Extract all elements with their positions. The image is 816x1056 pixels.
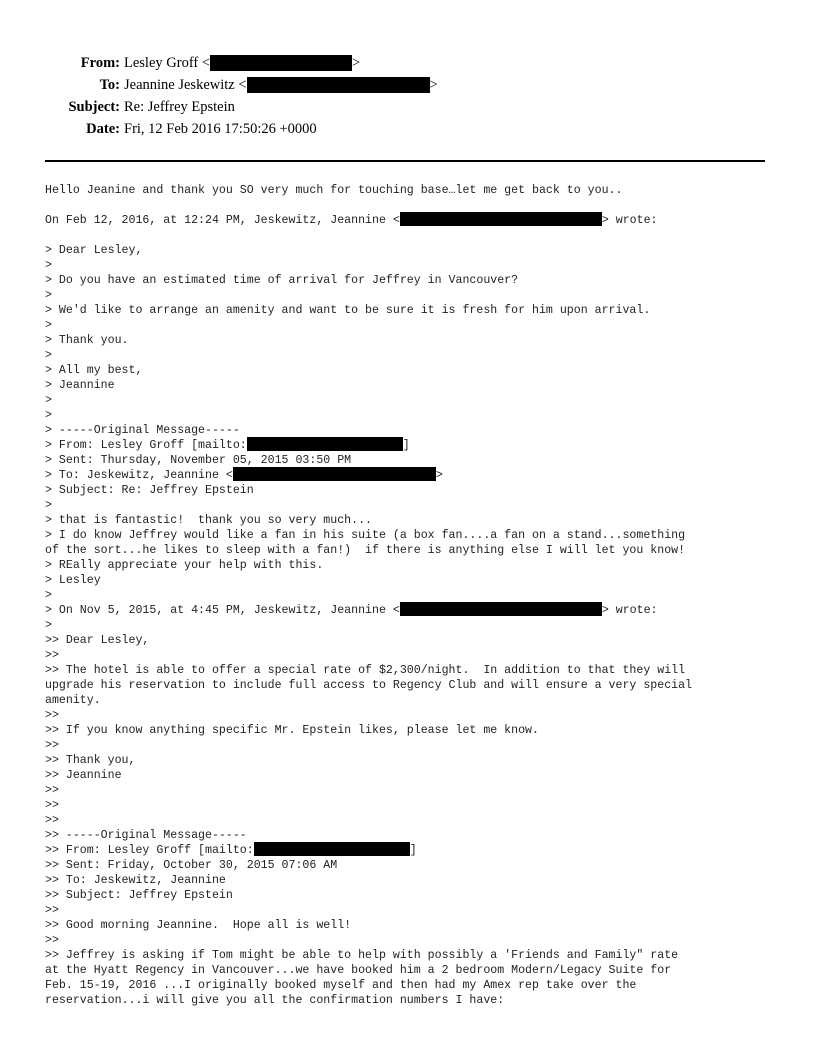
body-line: > I do know Jeffrey would like a fan in his suite (a box fan....a fan on a stand...something bbox=[45, 529, 686, 542]
body-line: >> Good morning Jeannine. Hope all is well! bbox=[45, 919, 352, 932]
body-line: >> Dear Lesley, bbox=[45, 634, 150, 647]
from-value: Lesley Groff < > bbox=[124, 55, 361, 71]
body-line: Feb. 15-19, 2016 ...I originally booked myself and then had my Amex rep take over the bbox=[45, 979, 637, 992]
redaction-bar bbox=[247, 437, 403, 451]
body-line: amenity. bbox=[45, 694, 101, 707]
redaction-bar bbox=[233, 467, 436, 481]
body-line: > On Nov 5, 2015, at 4:45 PM, Jeskewitz, Jeannine < > wrote: bbox=[45, 603, 775, 618]
body-line: > To: Jeskewitz, Jeannine < > bbox=[45, 468, 775, 483]
body-line: >> The hotel is able to offer a special rate of $2,300/night. In addition to that they will bbox=[45, 664, 686, 677]
body-line: >> -----Original Message----- bbox=[45, 829, 247, 842]
body-line: >> bbox=[45, 784, 59, 797]
blank-line bbox=[45, 228, 775, 243]
body-line: >> bbox=[45, 904, 59, 917]
body-line: >> bbox=[45, 709, 59, 722]
redaction-bar bbox=[210, 55, 352, 71]
body-line: >> Jeannine bbox=[45, 769, 122, 782]
body-line: > bbox=[45, 394, 52, 407]
body-line: > Dear Lesley, bbox=[45, 244, 143, 257]
body-line: >> bbox=[45, 814, 59, 827]
subject-label: Subject: bbox=[68, 99, 120, 115]
body-line: > Jeannine bbox=[45, 379, 115, 392]
body-line: > All my best, bbox=[45, 364, 143, 377]
to-label: To: bbox=[99, 77, 120, 93]
redaction-bar bbox=[254, 842, 410, 856]
body-line: >> bbox=[45, 799, 59, 812]
body-line: >> If you know anything specific Mr. Epstein likes, please let me know. bbox=[45, 724, 539, 737]
body-line: > bbox=[45, 589, 52, 602]
body-line: > Subject: Re: Jeffrey Epstein bbox=[45, 484, 254, 497]
body-line: > Lesley bbox=[45, 574, 101, 587]
redaction-bar bbox=[400, 212, 602, 226]
body-line: On Feb 12, 2016, at 12:24 PM, Jeskewitz, Jeannine < > wrote: bbox=[45, 213, 775, 228]
subject-value: Re: Jeffrey Epstein bbox=[124, 99, 235, 115]
body-line: > We'd like to arrange an amenity and want to be sure it is fresh for him upon arrival. bbox=[45, 304, 651, 317]
blank-line bbox=[45, 198, 775, 213]
date-value: Fri, 12 Feb 2016 17:50:26 +0000 bbox=[124, 121, 317, 137]
body-line: > bbox=[45, 619, 52, 632]
body-line: >> To: Jeskewitz, Jeannine bbox=[45, 874, 226, 887]
body-line: > Do you have an estimated time of arrival for Jeffrey in Vancouver? bbox=[45, 274, 519, 287]
body-line: of the sort...he likes to sleep with a fan!) if there is anything else I will let you know! bbox=[45, 544, 686, 557]
body-line: > that is fantastic! thank you so very much... bbox=[45, 514, 372, 527]
body-line: >> Jeffrey is asking if Tom might be able to help with possibly a 'Friends and Family" rate bbox=[45, 949, 679, 962]
body-line: > bbox=[45, 259, 52, 272]
body-line: >> bbox=[45, 739, 59, 752]
body-line: > bbox=[45, 409, 52, 422]
header-divider bbox=[45, 160, 765, 162]
body-line: reservation...i will give you all the confirmation numbers I have: bbox=[45, 994, 505, 1007]
body-line: > bbox=[45, 349, 52, 362]
redaction-bar bbox=[247, 77, 430, 93]
date-label: Date: bbox=[86, 121, 120, 137]
body-line: > bbox=[45, 499, 52, 512]
from-label: From: bbox=[80, 55, 120, 71]
to-value: Jeannine Jeskewitz < > bbox=[124, 77, 438, 93]
body-line: upgrade his reservation to include full access to Regency Club and will ensure a very special bbox=[45, 679, 693, 692]
body-line: >> Subject: Jeffrey Epstein bbox=[45, 889, 233, 902]
body-line: >> From: Lesley Groff [mailto: ] bbox=[45, 843, 775, 858]
body-line: > bbox=[45, 319, 52, 332]
body-line: > -----Original Message----- bbox=[45, 424, 240, 437]
email-body bbox=[45, 183, 775, 1008]
body-line: > From: Lesley Groff [mailto: ] bbox=[45, 438, 775, 453]
body-line: > REally appreciate your help with this. bbox=[45, 559, 324, 572]
body-line: at the Hyatt Regency in Vancouver...we have booked him a 2 bedroom Modern/Legacy Suite for bbox=[45, 964, 672, 977]
redaction-bar bbox=[400, 602, 602, 616]
body-line: >> Sent: Friday, October 30, 2015 07:06 AM bbox=[45, 859, 338, 872]
body-line: >> bbox=[45, 934, 59, 947]
body-line: >> Thank you, bbox=[45, 754, 136, 767]
body-line: > bbox=[45, 289, 52, 302]
body-line: >> bbox=[45, 649, 59, 662]
body-line: > Sent: Thursday, November 05, 2015 03:50 PM bbox=[45, 454, 352, 467]
body-line: Hello Jeanine and thank you SO very much for touching base…let me get back to you.. bbox=[45, 184, 623, 197]
body-line: > Thank you. bbox=[45, 334, 129, 347]
